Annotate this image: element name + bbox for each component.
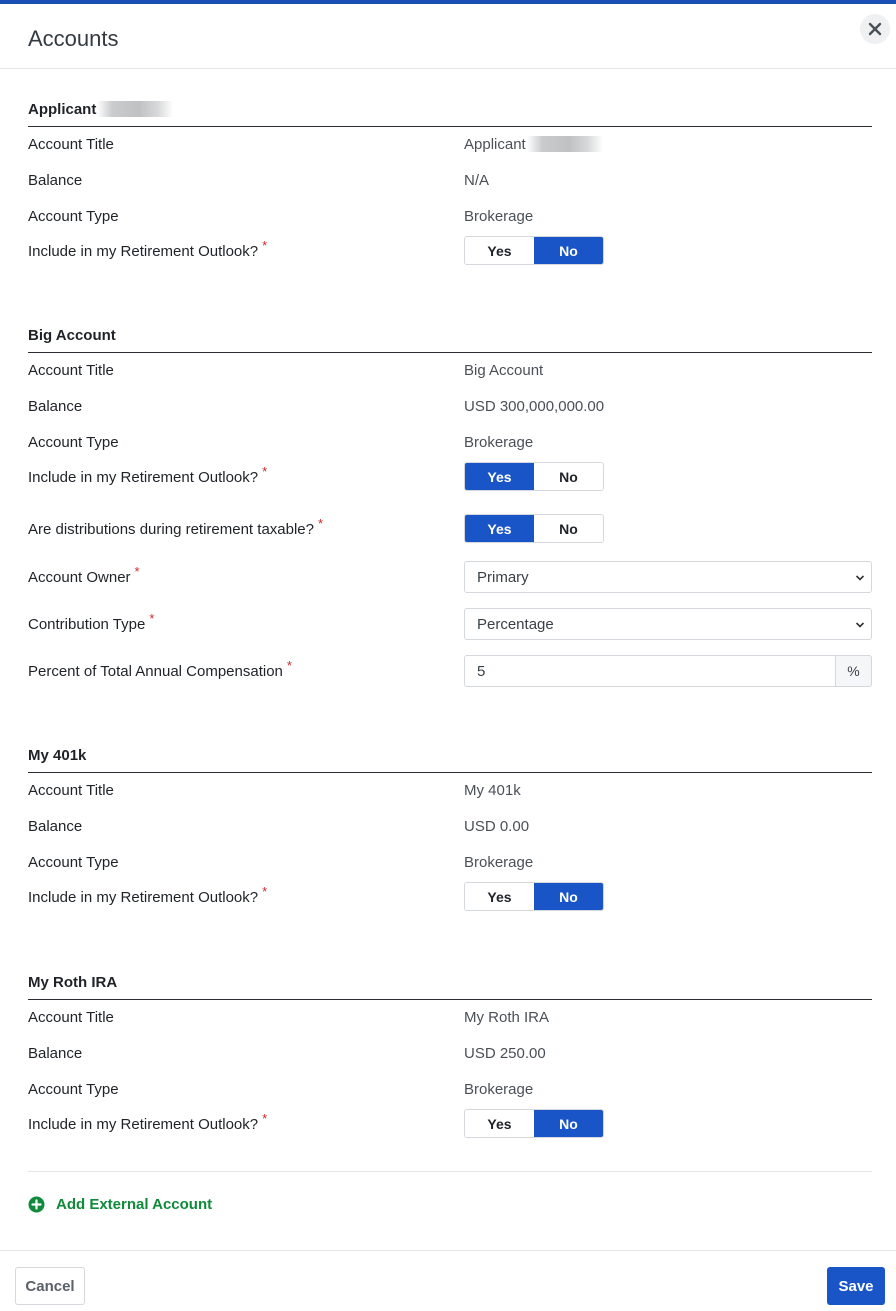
toggle-yes[interactable]: Yes — [465, 237, 534, 264]
field-label: Account Type — [28, 208, 119, 225]
include-toggle — [464, 882, 604, 911]
account-section-big-account — [28, 325, 872, 695]
field-label: Account Owner * — [28, 564, 140, 586]
plus-circle-icon — [28, 1196, 45, 1213]
account-section-applicant — [28, 99, 872, 287]
chevron-down-icon — [855, 573, 865, 583]
modal-header — [0, 4, 896, 69]
toggle-no[interactable]: No — [534, 463, 603, 490]
modal-title: Accounts — [28, 26, 119, 51]
contribution-type-select[interactable] — [464, 608, 872, 640]
row-account-type — [28, 845, 872, 881]
field-value: USD 250.00 — [464, 1045, 546, 1062]
close-button[interactable] — [860, 14, 890, 44]
row-taxable — [28, 513, 872, 561]
redacted-name — [527, 136, 603, 152]
required-marker: * — [262, 238, 268, 253]
field-label: Account Type — [28, 854, 119, 871]
field-value: N/A — [464, 172, 490, 189]
field-label: Account Title — [28, 782, 114, 799]
add-external-account-link[interactable] — [28, 1196, 212, 1213]
row-include-outlook — [28, 235, 872, 287]
toggle-yes[interactable]: Yes — [465, 515, 534, 542]
field-label: Include in my Retirement Outlook? * — [28, 884, 268, 906]
toggle-no[interactable]: No — [534, 515, 603, 542]
redacted-name — [97, 101, 173, 117]
field-value: Brokerage — [464, 1081, 534, 1098]
field-value: My Roth IRA — [464, 1009, 550, 1026]
row-balance — [28, 389, 872, 425]
required-marker: * — [134, 564, 140, 579]
percent-addon: % — [836, 655, 872, 687]
row-account-owner — [28, 561, 872, 608]
include-toggle — [464, 236, 604, 265]
field-value: USD 300,000,000.00 — [464, 398, 605, 415]
row-percent-compensation — [28, 655, 872, 695]
select-value: Primary — [477, 568, 529, 586]
row-account-type — [28, 425, 872, 461]
row-balance — [28, 809, 872, 845]
row-account-type — [28, 199, 872, 235]
taxable-toggle — [464, 514, 604, 543]
required-marker: * — [317, 516, 324, 531]
toggle-no[interactable]: No — [534, 1110, 603, 1137]
row-include-outlook — [28, 461, 872, 513]
field-label: Balance — [28, 398, 83, 415]
toggle-yes[interactable]: Yes — [465, 1110, 534, 1137]
row-balance — [28, 1036, 872, 1072]
field-value: Brokerage — [464, 434, 534, 451]
add-external-account-label: Add External Account — [56, 1196, 213, 1213]
field-label: Account Title — [28, 362, 114, 379]
field-label: Are distributions during retirement taxable? * — [28, 516, 324, 538]
percent-input[interactable]: 5 — [464, 655, 836, 687]
modal-footer — [0, 1250, 896, 1311]
row-include-outlook — [28, 1108, 872, 1160]
field-label: Balance — [28, 1045, 83, 1062]
toggle-no[interactable]: No — [534, 883, 603, 910]
field-label: Percent of Total Annual Compensation * — [28, 658, 292, 680]
required-marker: * — [262, 464, 268, 479]
field-label: Account Type — [28, 1081, 119, 1098]
required-marker: * — [262, 1111, 268, 1126]
content-divider — [28, 1171, 872, 1172]
account-section-my-roth-ira — [28, 972, 872, 1160]
field-label: Balance — [28, 172, 83, 189]
required-marker: * — [286, 658, 292, 673]
include-toggle — [464, 1109, 604, 1138]
field-label: Account Title — [28, 1009, 114, 1026]
field-label: Include in my Retirement Outlook? * — [28, 1111, 268, 1133]
toggle-yes[interactable]: Yes — [465, 463, 534, 490]
row-balance — [28, 163, 872, 199]
required-marker: * — [262, 884, 268, 899]
section-title: My Roth IRA — [28, 974, 118, 991]
field-label: Balance — [28, 818, 83, 835]
section-title: My 401k — [28, 747, 87, 764]
required-marker: * — [149, 611, 155, 626]
row-account-title — [28, 1000, 872, 1036]
percent-input-group — [464, 655, 872, 687]
toggle-no[interactable]: No — [534, 237, 603, 264]
field-value: Applicant — [464, 136, 603, 153]
field-value: USD 0.00 — [464, 818, 530, 835]
toggle-yes[interactable]: Yes — [465, 883, 534, 910]
section-title: Applicant — [28, 99, 872, 120]
account-section-my-401k — [28, 745, 872, 933]
field-label: Account Type — [28, 434, 119, 451]
field-label: Contribution Type * — [28, 611, 155, 633]
field-label: Account Title — [28, 136, 114, 153]
field-value: Brokerage — [464, 208, 534, 225]
row-account-title — [28, 127, 872, 163]
row-account-type — [28, 1072, 872, 1108]
field-value: My 401k — [464, 782, 521, 799]
close-icon — [868, 22, 882, 36]
field-label: Include in my Retirement Outlook? * — [28, 238, 268, 260]
select-value: Percentage — [477, 615, 554, 633]
chevron-down-icon — [855, 620, 865, 630]
cancel-button[interactable]: Cancel — [15, 1267, 85, 1305]
field-value: Big Account — [464, 362, 544, 379]
include-toggle — [464, 462, 604, 491]
row-account-title — [28, 773, 872, 809]
save-button[interactable]: Save — [827, 1267, 885, 1305]
field-label: Include in my Retirement Outlook? * — [28, 464, 268, 486]
row-contribution-type — [28, 608, 872, 655]
section-title: Big Account — [28, 327, 116, 344]
row-account-title — [28, 353, 872, 389]
row-include-outlook — [28, 881, 872, 933]
account-owner-select[interactable] — [464, 561, 872, 593]
field-value: Brokerage — [464, 854, 534, 871]
